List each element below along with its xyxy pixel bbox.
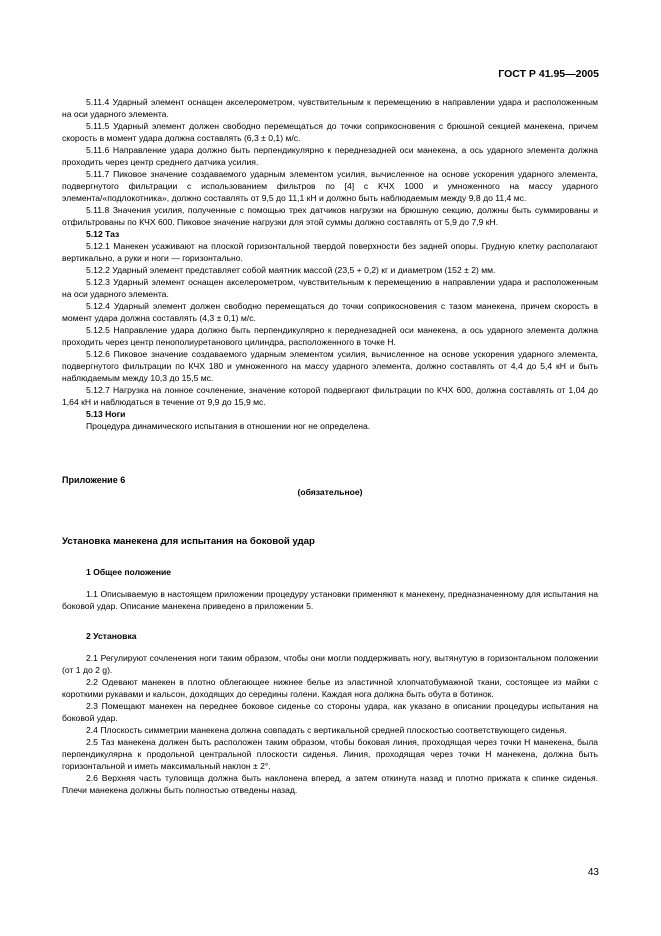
page-header: ГОСТ Р 41.95—2005 [498,68,599,80]
paragraph-5-11-8: 5.11.8 Значения усилия, полученные с помощью трех датчиков нагрузки на брюшную секцию, должны быть суммированы и отфильтрованы по КЧХ 600. Пиковое значение нагрузки для этой суммы должно составлять от 5,9 до 7,9 кН. [62,205,598,227]
paragraph-5-12-1: 5.12.1 Манекен усаживают на плоской горизонтальной твердой поверхности без задней опоры. Грудную клетку располагают вертикально, а руки и ноги — горизонтально. [62,241,598,263]
annex-title: Установка манекена для испытания на боковой удар [62,536,315,547]
paragraph-5-12-2: 5.12.2 Ударный элемент представляет собой маятник массой (23,5 + 0,2) кг и диаметром (152 ± 2) мм. [86,265,496,275]
paragraph-5-12-3: 5.12.3 Ударный элемент оснащен акселерометром, чувствительным к перемещению в направлении удара и расположенным на оси ударного элемента. [62,277,598,299]
section-1-heading: 1 Общее положение [86,567,172,577]
section-2-heading: 2 Установка [86,631,137,641]
paragraph-2-6: 2.6 Верхняя часть туловища должна быть наклонена вперед, а затем откинута назад и плотно прижата к спинке сиденья. Плечи манекена должны быть полностью отведены назад. [62,773,598,795]
paragraph-1-1: 1.1 Описываемую в настоящем приложении процедуру установки применяют к манекену, предназначенному для испытания на боковой удар. Описание манекена приведено в приложении 5. [62,589,598,611]
paragraph-5-12-6: 5.12.6 Пиковое значение создаваемого ударным элементом усилия, вычисленное на основе ускорения ударного элемента, подвергнутого фильтрации по КЧХ 180 и умноженного на массу ударного элемента, должно составлять от 4,4 до 5,4 кН и быть наблюдаемым между 10,3 до 15,5 мс. [62,349,598,383]
paragraph-2-5: 2.5 Таз манекена должен быть расположен таким образом, чтобы боковая линия, проходящая через точки H манекена, была перпендикулярна к продольной центральной плоскости сиденья. Линия, проходящая через точки H манекена, должна быть горизонтальной и иметь максимальный наклон ± 2°. [62,737,598,771]
annex-label: Приложение 6 [62,475,126,485]
document-body [62,96,598,796]
paragraph-2-3: 2.3 Помещают манекен на переднее боковое сиденье со стороны удара, как указано в описании процедуры испытания на боковой удар. [62,701,598,723]
paragraph-5-11-6: 5.11.6 Направление удара должно быть перпендикулярно к переднезадней оси манекена, а ось ударного элемента должна проходить через центр среднего датчика усилия. [62,145,598,167]
paragraph-5-11-5: 5.11.5 Ударный элемент должен свободно перемещаться до точки соприкосновения с брюшной секцией манекена, причем скорость в момент удара должна составлять (6,3 ± 0,1) м/с. [62,121,598,143]
paragraph-5-13: Процедура динамического испытания в отношении ног не определена. [86,421,371,431]
paragraph-5-11-7: 5.11.7 Пиковое значение создаваемого ударным элементом усилия, вычисленное на основе ускорения ударного элемента, подвергнутого фильтрации с использованием фильтров по [4] с КЧХ 1000 и умноженного на массу ударного элемента/«подлокотника», должно составлять от 9,5 до 11,1 кН и должно быть наблюдаемым между 9,8 до 11,4 мс. [62,169,598,203]
paragraph-2-1: 2.1 Регулируют сочленения ноги таким образом, чтобы они могли поддерживать ногу, вытянутую в горизонтальном положении (от 1 до 2 g). [62,653,598,675]
paragraph-5-12-4: 5.12.4 Ударный элемент должен свободно перемещаться до точки соприкосновения с тазом манекена, причем скорость в момент удара должна составлять (4,3 ± 0,1) м/с. [62,301,598,323]
paragraph-2-2: 2.2 Одевают манекен в плотно облегающее нижнее белье из эластичной хлопчатобумажной ткани, состоящее из майки с короткими рукавами и кальсон, доходящих до середины голени. Каждая нога должна быть обута в ботинок. [62,677,598,699]
heading-5-12: 5.12 Таз [86,229,120,239]
annex-status: (обязательное) [297,487,363,497]
paragraph-2-4: 2.4 Плоскость симметрии манекена должна совпадать с вертикальной средней плоскостью соответствующего сиденья. [86,725,567,735]
heading-5-13: 5.13 Ноги [86,409,126,419]
paragraph-5-12-5: 5.12.5 Направление удара должно быть перпендикулярно к переднезадней оси манекена, а ось ударного элемента должна проходить через центр пенополиуретанового цилиндра, расположенного в точке H. [62,325,598,347]
paragraph-5-12-7: 5.12.7 Нагрузка на лонное сочленение, значение которой подвергают фильтрации по КЧХ 600, должна составлять от 1,04 до 1,64 кН и наблюдаться в течение от 9,9 до 15,9 мс. [62,385,598,407]
paragraph-5-11-4: 5.11.4 Ударный элемент оснащен акселерометром, чувствительным к перемещению в направлении удара и расположенным на оси ударного элемента. [62,97,598,119]
page-number: 43 [587,867,599,878]
